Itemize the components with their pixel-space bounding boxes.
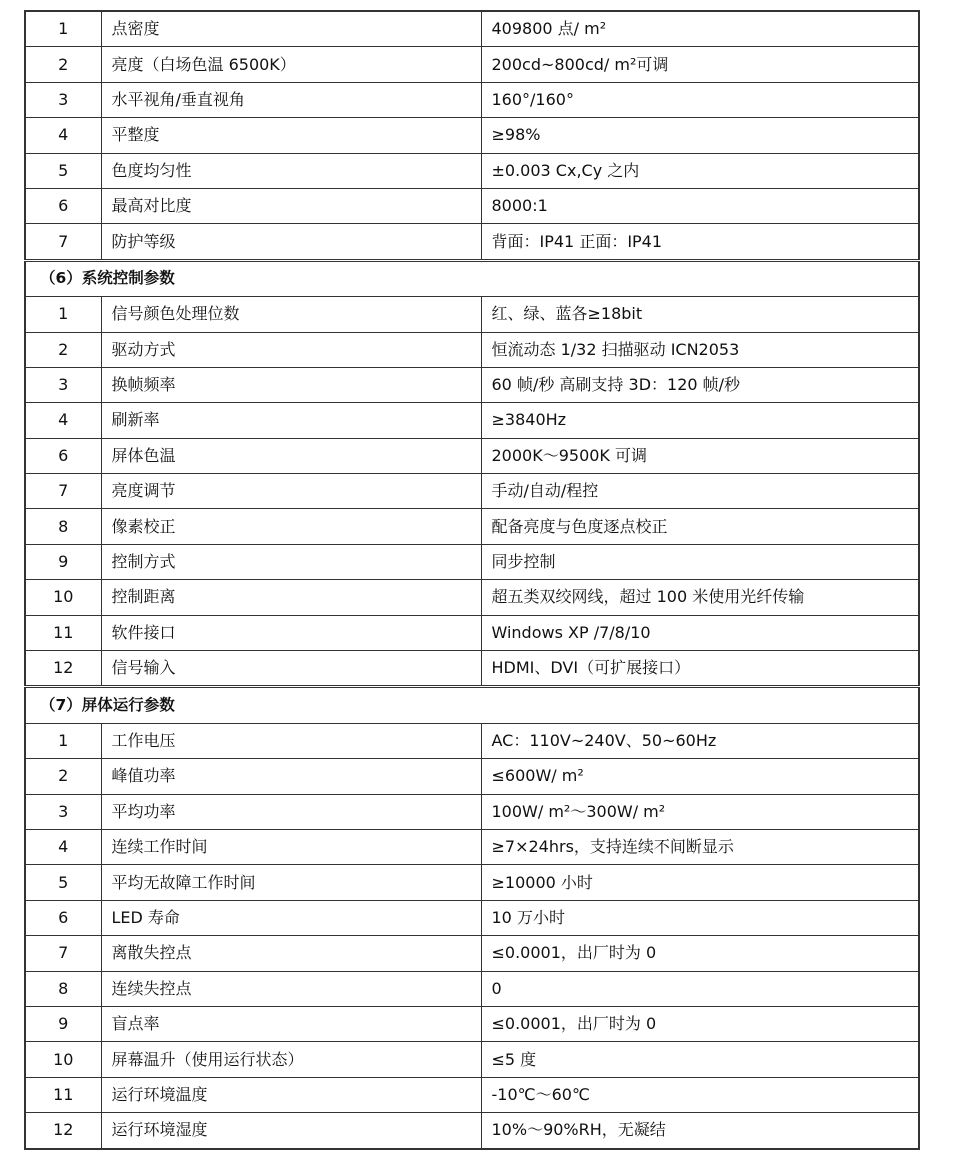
param-value: -10℃～60℃ — [481, 1077, 919, 1112]
row-number: 7 — [25, 936, 101, 971]
row-number: 5 — [25, 153, 101, 188]
param-value: 配备亮度与色度逐点校正 — [481, 509, 919, 544]
param-value: 10 万小时 — [481, 900, 919, 935]
table-row — [25, 47, 919, 82]
param-value: ≤0.0001，出厂时为 0 — [481, 1006, 919, 1041]
table-row — [25, 651, 919, 687]
param-name: 控制距离 — [101, 580, 481, 615]
param-name: 连续工作时间 — [101, 829, 481, 864]
param-name: LED 寿命 — [101, 900, 481, 935]
param-value: 10%～90%RH，无凝结 — [481, 1113, 919, 1149]
row-number: 1 — [25, 11, 101, 47]
row-number: 8 — [25, 971, 101, 1006]
row-number: 12 — [25, 651, 101, 687]
param-name: 驱动方式 — [101, 332, 481, 367]
row-number: 7 — [25, 474, 101, 509]
param-value: 恒流动态 1/32 扫描驱动 ICN2053 — [481, 332, 919, 367]
param-name: 软件接口 — [101, 615, 481, 650]
param-value: ≤0.0001，出厂时为 0 — [481, 936, 919, 971]
param-value: ≥3840Hz — [481, 403, 919, 438]
param-name: 运行环境温度 — [101, 1077, 481, 1112]
param-value: AC：110V~240V、50~60Hz — [481, 723, 919, 758]
param-value: ≤600W/ m² — [481, 759, 919, 794]
row-number: 4 — [25, 118, 101, 153]
table-row — [25, 936, 919, 971]
param-value: 红、绿、蓝各≥18bit — [481, 297, 919, 332]
row-number: 4 — [25, 403, 101, 438]
row-number: 10 — [25, 580, 101, 615]
param-name: 屏体色温 — [101, 438, 481, 473]
table-row — [25, 794, 919, 829]
param-name: 平均功率 — [101, 794, 481, 829]
table-row — [25, 224, 919, 260]
section-title: （6）系统控制参数 — [25, 260, 919, 296]
row-number: 9 — [25, 1006, 101, 1041]
param-value: 同步控制 — [481, 544, 919, 579]
row-number: 1 — [25, 297, 101, 332]
row-number: 3 — [25, 367, 101, 402]
param-name: 连续失控点 — [101, 971, 481, 1006]
section-header-row — [25, 260, 919, 296]
row-number: 9 — [25, 544, 101, 579]
param-value: 100W/ m²～300W/ m² — [481, 794, 919, 829]
param-name: 盲点率 — [101, 1006, 481, 1041]
row-number: 6 — [25, 900, 101, 935]
table-row — [25, 1077, 919, 1112]
param-name: 控制方式 — [101, 544, 481, 579]
param-value: 手动/自动/程控 — [481, 474, 919, 509]
param-name: 点密度 — [101, 11, 481, 47]
row-number: 6 — [25, 438, 101, 473]
row-number: 8 — [25, 509, 101, 544]
param-name: 最高对比度 — [101, 188, 481, 223]
param-name: 亮度调节 — [101, 474, 481, 509]
param-value: 60 帧/秒 高刷支持 3D：120 帧/秒 — [481, 367, 919, 402]
table-row — [25, 865, 919, 900]
param-value: ≥98% — [481, 118, 919, 153]
param-value: HDMI、DVI（可扩展接口） — [481, 651, 919, 687]
param-name: 亮度（白场色温 6500K） — [101, 47, 481, 82]
spec-table — [24, 10, 920, 1150]
param-name: 峰值功率 — [101, 759, 481, 794]
row-number: 4 — [25, 829, 101, 864]
table-row — [25, 1006, 919, 1041]
param-value: 超五类双绞网线，超过 100 米使用光纤传输 — [481, 580, 919, 615]
param-value: ≤5 度 — [481, 1042, 919, 1077]
param-name: 屏幕温升（使用运行状态） — [101, 1042, 481, 1077]
row-number: 12 — [25, 1113, 101, 1149]
row-number: 6 — [25, 188, 101, 223]
table-row — [25, 118, 919, 153]
table-row — [25, 829, 919, 864]
param-value: 8000:1 — [481, 188, 919, 223]
param-value: ≥10000 小时 — [481, 865, 919, 900]
param-value: 0 — [481, 971, 919, 1006]
table-row — [25, 153, 919, 188]
row-number: 3 — [25, 794, 101, 829]
table-row — [25, 297, 919, 332]
param-name: 离散失控点 — [101, 936, 481, 971]
row-number: 11 — [25, 1077, 101, 1112]
row-number: 2 — [25, 47, 101, 82]
param-name: 工作电压 — [101, 723, 481, 758]
row-number: 1 — [25, 723, 101, 758]
table-row — [25, 900, 919, 935]
table-row — [25, 759, 919, 794]
section-header-row — [25, 687, 919, 723]
table-row — [25, 188, 919, 223]
row-number: 7 — [25, 224, 101, 260]
spec-table-body — [25, 11, 919, 1149]
table-row — [25, 971, 919, 1006]
spec-document — [24, 10, 918, 1150]
table-row — [25, 367, 919, 402]
table-row — [25, 474, 919, 509]
param-name: 色度均匀性 — [101, 153, 481, 188]
section-title: （7）屏体运行参数 — [25, 687, 919, 723]
param-value: ±0.003 Cx,Cy 之内 — [481, 153, 919, 188]
table-row — [25, 615, 919, 650]
row-number: 2 — [25, 759, 101, 794]
param-value: 2000K～9500K 可调 — [481, 438, 919, 473]
table-row — [25, 1113, 919, 1149]
row-number: 5 — [25, 865, 101, 900]
param-value: 409800 点/ m² — [481, 11, 919, 47]
row-number: 3 — [25, 82, 101, 117]
table-row — [25, 82, 919, 117]
param-name: 运行环境湿度 — [101, 1113, 481, 1149]
row-number: 10 — [25, 1042, 101, 1077]
param-name: 平均无故障工作时间 — [101, 865, 481, 900]
row-number: 2 — [25, 332, 101, 367]
table-row — [25, 1042, 919, 1077]
table-row — [25, 332, 919, 367]
param-value: 200cd~800cd/ m²可调 — [481, 47, 919, 82]
table-row — [25, 509, 919, 544]
table-row — [25, 580, 919, 615]
param-name: 换帧频率 — [101, 367, 481, 402]
table-row — [25, 544, 919, 579]
param-name: 水平视角/垂直视角 — [101, 82, 481, 117]
table-row — [25, 438, 919, 473]
param-name: 信号颜色处理位数 — [101, 297, 481, 332]
param-value: Windows XP /7/8/10 — [481, 615, 919, 650]
param-name: 刷新率 — [101, 403, 481, 438]
table-row — [25, 723, 919, 758]
param-value: 背面：IP41 正面：IP41 — [481, 224, 919, 260]
param-name: 信号输入 — [101, 651, 481, 687]
table-row — [25, 403, 919, 438]
param-name: 像素校正 — [101, 509, 481, 544]
table-row — [25, 11, 919, 47]
param-name: 平整度 — [101, 118, 481, 153]
param-value: ≥7×24hrs，支持连续不间断显示 — [481, 829, 919, 864]
row-number: 11 — [25, 615, 101, 650]
param-name: 防护等级 — [101, 224, 481, 260]
param-value: 160°/160° — [481, 82, 919, 117]
